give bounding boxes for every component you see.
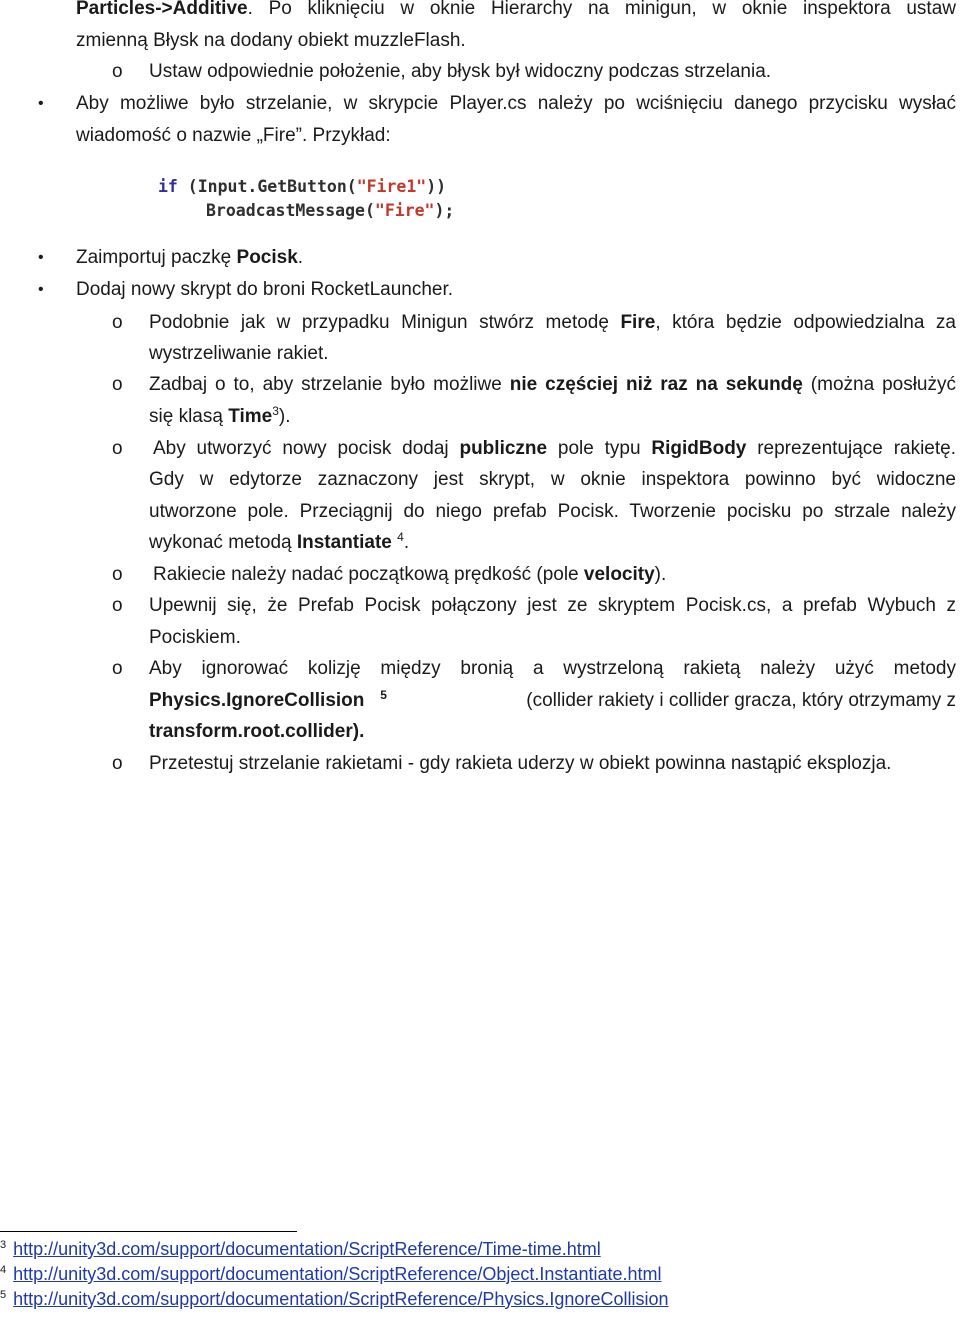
code-line (158, 175, 518, 199)
list-item: Przetestuj strzelanie rakietami - gdy rakieta uderzy w obiekt powinna nastąpić eksplozja. (149, 753, 892, 774)
bold-term: Instantiate (296, 532, 392, 553)
text: (można posłużyć (802, 374, 956, 395)
bold-term: Fire (620, 312, 656, 333)
paragraph-line (76, 0, 956, 21)
text: , która będzie odpowiedzialna za (655, 312, 956, 333)
footnote-number: 5 (0, 1289, 7, 1301)
paragraph-line: zmienną Błysk na dodany obiekt muzzleFlash. (76, 30, 466, 51)
list-item-continued: wiadomość o nazwie „Fire”. Przykład: (76, 125, 391, 146)
list-item (153, 563, 666, 587)
footnote (0, 1238, 601, 1260)
text: reprezentujące rakietę. (746, 438, 956, 459)
footnote-number: 3 (0, 1239, 7, 1251)
text: Zaimportuj paczkę (76, 247, 237, 268)
list-item-continued: Pociskiem. (149, 627, 241, 648)
bold-term: Time (228, 406, 273, 427)
bullet-marker: • (38, 281, 44, 298)
footnote-link[interactable]: http://unity3d.com/support/documentation/ScriptReference/Time-time.html (13, 1239, 601, 1259)
list-item-continued (149, 405, 291, 429)
text: . (297, 247, 304, 268)
list-item-continued: Gdy w edytorze zaznaczony jest skrypt, w oknie inspektora powinno być widoczne (149, 469, 956, 490)
list-item (76, 246, 303, 270)
text: pole typu (547, 438, 652, 459)
footnote-link[interactable]: http://unity3d.com/support/documentation/ScriptReference/Object.Instantiate.html (13, 1264, 662, 1284)
text: (collider rakiety i collider gracza, który otrzymamy z (526, 690, 956, 711)
sub-bullet-marker: o (112, 595, 123, 616)
code-text: BroadcastMessage( (206, 201, 375, 220)
list-item (149, 311, 956, 335)
text: wykonać metodą (149, 532, 297, 553)
list-item-continued: wystrzeliwanie rakiet. (149, 343, 329, 364)
bold-term: velocity (583, 564, 655, 585)
sub-bullet-marker: o (112, 312, 123, 333)
footnote-ref[interactable]: 4 (397, 530, 404, 544)
sub-bullet-marker: o (112, 374, 123, 395)
code-text: ); (434, 201, 455, 220)
footnote-ref[interactable]: 5 (380, 688, 387, 702)
text: Rakiecie należy nadać początkową prędkość (pole (153, 564, 584, 585)
text: . (403, 532, 410, 553)
code-line (158, 199, 518, 223)
list-item-continued (149, 689, 956, 713)
bullet-marker: • (38, 249, 44, 266)
bold-term: publiczne (459, 438, 548, 459)
bold-term: RigidBody (651, 438, 747, 459)
list-item-continued: utworzone pole. Przeciągnij do niego prefab Pocisk. Tworzenie pocisku po strzale należy (149, 501, 956, 522)
text: ). (352, 721, 365, 742)
string-literal: "Fire" (374, 201, 435, 220)
sub-bullet-marker: o (112, 753, 123, 774)
code-text: )) (426, 177, 447, 196)
list-item: Upewnij się, że Prefab Pocisk połączony jest ze skryptem Pocisk.cs, a prefab Wybuch z (149, 595, 956, 616)
footnote-number: 4 (0, 1264, 7, 1276)
sub-bullet-marker: o (112, 564, 123, 585)
list-item: Ustaw odpowiednie położenie, aby błysk był widoczny podczas strzelania. (149, 61, 772, 82)
sub-bullet-marker: o (112, 438, 123, 459)
footnote (0, 1288, 668, 1310)
text: Podobnie jak w przypadku Minigun stwórz metodę (149, 312, 621, 333)
text: ). (278, 406, 291, 427)
footnote-link[interactable]: http://unity3d.com/support/documentation/ScriptReference/Physics.IgnoreCollision (13, 1289, 669, 1309)
footnote (0, 1263, 661, 1285)
bullet-marker: • (38, 95, 44, 112)
text: ). (654, 564, 667, 585)
text: Aby utworzyć nowy pocisk dodaj (153, 438, 460, 459)
bold-term: Physics.IgnoreCollision (149, 690, 365, 711)
list-item-continued (149, 720, 364, 744)
text: . Po kliknięciu w oknie Hierarchy na minigun, w oknie inspektora ustaw (247, 0, 956, 19)
list-item: Aby możliwe było strzelanie, w skrypcie Player.cs należy po wciśnięciu danego przycisku wysłać (76, 93, 956, 114)
bold-term: nie częściej niż raz na sekundę (509, 374, 803, 395)
list-item: Dodaj nowy skrypt do broni RocketLauncher. (76, 279, 454, 300)
code-snippet (158, 175, 518, 225)
string-literal: "Fire1" (356, 177, 427, 196)
list-item: Aby ignorować kolizję między bronią a wystrzeloną rakietą należy użyć metody (149, 658, 956, 679)
list-item-continued (149, 531, 409, 555)
bold-term: Particles->Additive (76, 0, 248, 19)
bold-term: transform.root.collider (149, 721, 353, 742)
footnote-separator (0, 1231, 297, 1232)
text: się klasą (149, 406, 229, 427)
sub-bullet-marker: o (112, 61, 123, 82)
method-with-ref (149, 689, 387, 713)
list-item (149, 373, 956, 397)
code-text: (Input.GetButton( (177, 177, 357, 196)
list-item (153, 437, 956, 461)
sub-bullet-marker: o (112, 658, 123, 679)
bold-term: Pocisk (236, 247, 298, 268)
keyword: if (158, 177, 178, 196)
footnote-ref[interactable]: 3 (272, 404, 279, 418)
text: Zadbaj o to, aby strzelanie było możliwe (149, 374, 510, 395)
